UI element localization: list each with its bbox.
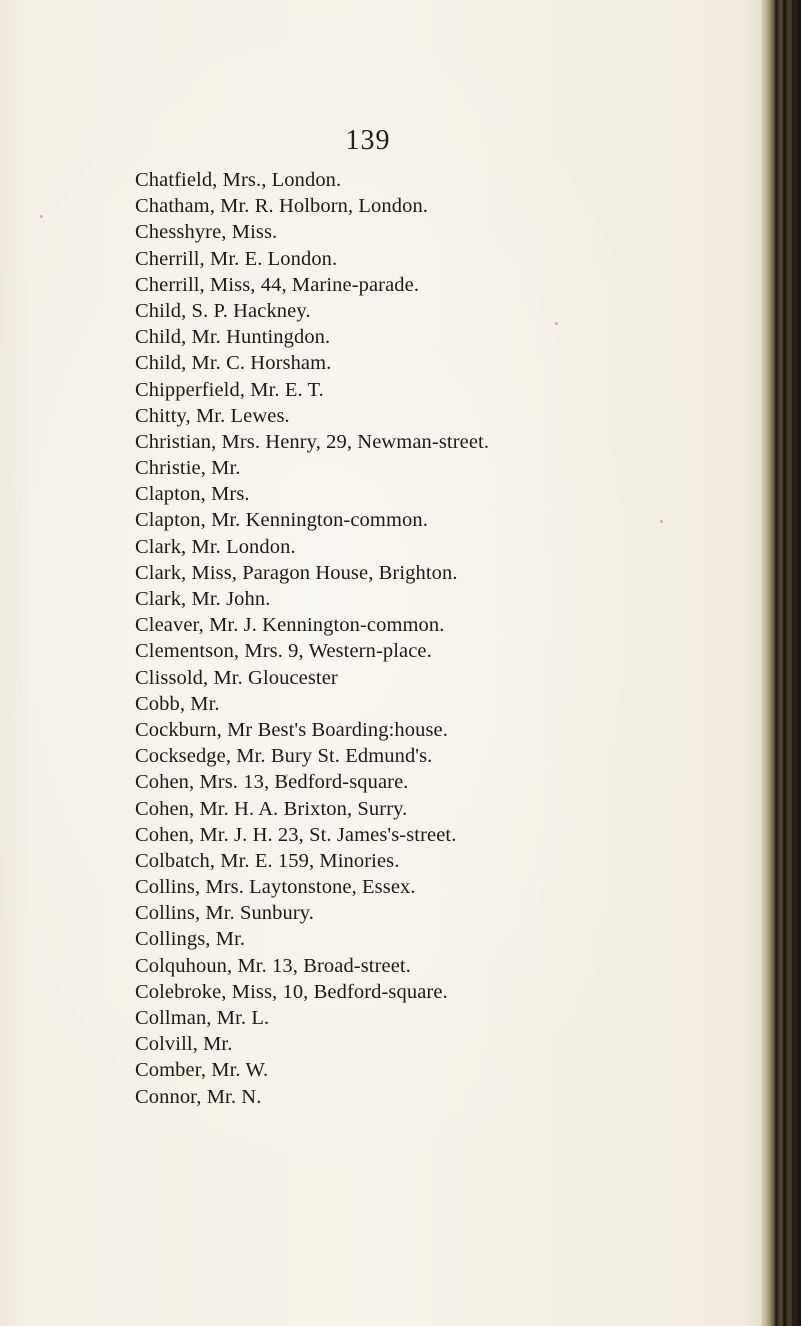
- entry-text: Colbatch, Mr. E. 159, Minories.: [135, 849, 400, 872]
- entry-text: Collman, Mr. L.: [135, 1007, 270, 1029]
- list-item: [0, 481, 740, 507]
- list-item: [0, 350, 740, 376]
- list-item: [0, 1031, 740, 1057]
- list-item: [0, 848, 740, 874]
- list-item: [0, 900, 740, 926]
- entry-text: Clark, Mr. John.: [135, 588, 271, 610]
- entry-text: Chesshyre, Miss.: [135, 221, 278, 244]
- entry-text: Christie, Mr.: [135, 457, 241, 480]
- entry-text: Christian, Mrs. Henry, 29, Newman-street.: [135, 430, 490, 453]
- list-item: [0, 298, 740, 324]
- list-item: [0, 926, 740, 952]
- paper-speck: [40, 215, 43, 218]
- list-item: [0, 665, 740, 691]
- list-item: [0, 219, 740, 245]
- list-item: [0, 507, 740, 533]
- entry-text: Chatham, Mr. R. Holborn, London.: [135, 195, 429, 218]
- entry-text: Cohen, Mr. H. A. Brixton, Surry.: [135, 797, 408, 820]
- name-list: [0, 167, 740, 1110]
- entry-text: Cherrill, Miss, 44, Marine-parade.: [135, 273, 420, 296]
- list-item: [0, 874, 740, 900]
- list-item: [0, 743, 740, 769]
- entry-text: Cohen, Mrs. 13, Bedford-square.: [135, 771, 409, 794]
- entry-text: Clark, Mr. London.: [135, 535, 296, 558]
- paper-speck: [660, 520, 663, 523]
- entry-text: Cockburn, Mr Best's Boarding:house.: [135, 718, 448, 741]
- spine-line: [792, 0, 794, 1326]
- list-item: [0, 691, 740, 717]
- entry-text: Cobb, Mr.: [135, 692, 220, 715]
- list-item: [0, 1084, 740, 1110]
- entry-text: Chitty, Mr. Lewes.: [135, 404, 290, 427]
- list-item: [0, 429, 740, 455]
- paper-speck: [555, 322, 558, 325]
- list-item: [0, 979, 740, 1005]
- list-item: [0, 1057, 740, 1083]
- entry-text: Chatfield, Mrs., London.: [135, 169, 342, 191]
- entry-text: Collings, Mr.: [135, 928, 246, 951]
- entry-text: Cleaver, Mr. J. Kennington-common.: [135, 614, 445, 637]
- entry-text: Cohen, Mr. J. H. 23, St. James's-street.: [135, 823, 457, 846]
- list-item: [0, 534, 740, 560]
- list-item: [0, 455, 740, 481]
- list-item: [0, 377, 740, 403]
- entry-text: Collins, Mr. Sunbury.: [135, 902, 315, 925]
- entry-text: Child, S. P. Hackney.: [135, 299, 311, 322]
- list-item: [0, 193, 740, 219]
- entry-text: Colebroke, Miss, 10, Bedford-square.: [135, 980, 448, 1003]
- entry-text: Child, Mr. C. Horsham.: [135, 352, 332, 375]
- list-item: [0, 1005, 740, 1031]
- list-item: [0, 246, 740, 272]
- spine-line: [783, 0, 785, 1326]
- entry-text: Cherrill, Mr. E. London.: [135, 247, 338, 270]
- entry-text: Child, Mr. Huntingdon.: [135, 326, 331, 349]
- book-spine: [761, 0, 801, 1326]
- list-item: [0, 717, 740, 743]
- list-item: [0, 796, 740, 822]
- entry-text: Clapton, Mr. Kennington-common.: [135, 509, 428, 532]
- list-item: [0, 638, 740, 664]
- list-item: [0, 403, 740, 429]
- entry-text: Collins, Mrs. Laytonstone, Essex.: [135, 876, 416, 899]
- list-item: [0, 167, 740, 193]
- list-item: [0, 586, 740, 612]
- entry-text: Cocksedge, Mr. Bury St. Edmund's.: [135, 745, 433, 768]
- list-item: [0, 612, 740, 638]
- list-item: [0, 272, 740, 298]
- list-item: [0, 953, 740, 979]
- entry-text: Colquhoun, Mr. 13, Broad-street.: [135, 954, 411, 977]
- entry-text: Clark, Miss, Paragon House, Brighton.: [135, 561, 458, 584]
- entry-text: Connor, Mr. N.: [135, 1085, 262, 1108]
- entry-text: Clementson, Mrs. 9, Western-place.: [135, 640, 432, 663]
- entry-text: Comber, Mr. W.: [135, 1059, 269, 1082]
- entry-text: Clapton, Mrs.: [135, 483, 250, 506]
- list-item: [0, 324, 740, 350]
- spine-line: [775, 0, 777, 1326]
- page-number: 139: [345, 125, 391, 156]
- list-item: [0, 560, 740, 586]
- entry-text: Chipperfield, Mr. E. T.: [135, 378, 324, 401]
- entry-text: Clissold, Mr. Gloucester: [135, 666, 338, 689]
- list-item: [0, 822, 740, 848]
- paper-speck: [285, 774, 288, 777]
- entry-text: Colvill, Mr.: [135, 1033, 233, 1056]
- list-item: [0, 769, 740, 795]
